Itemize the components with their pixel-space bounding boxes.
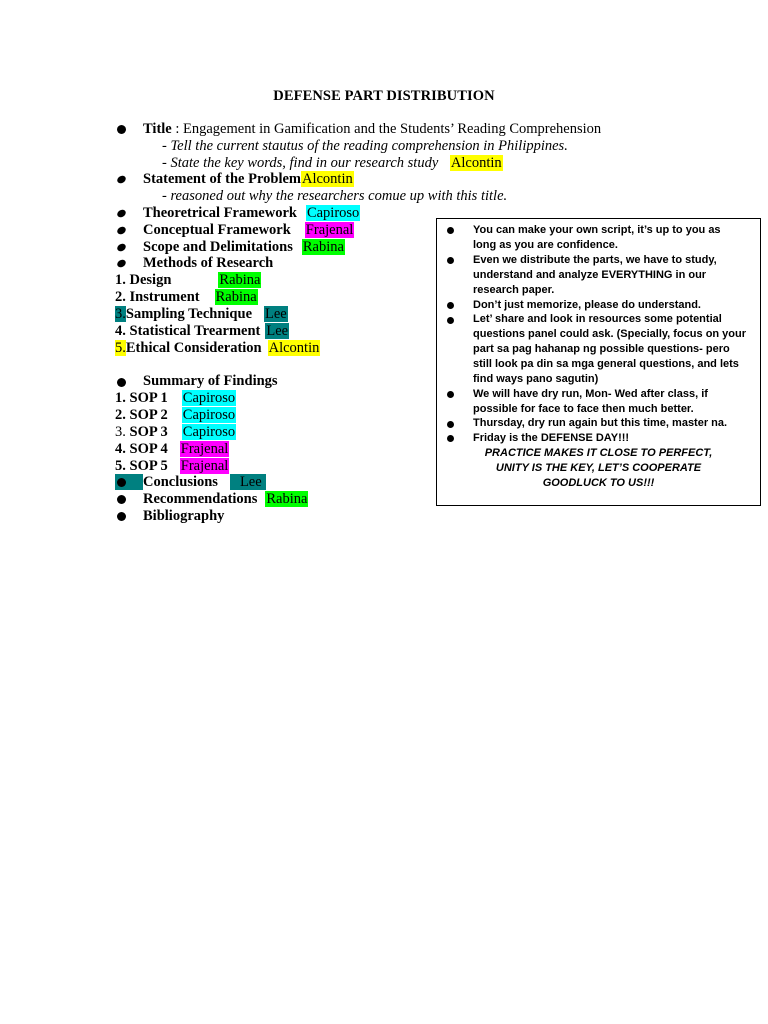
note-item [473, 387, 753, 417]
bullet-icon [447, 435, 454, 442]
concept-item [143, 222, 354, 239]
bullet-icon [447, 227, 454, 234]
note-line: questions panel could ask. (Specially, focus on your [473, 328, 747, 340]
assignee-highlight: Frajenal [180, 458, 229, 474]
note-line: part sa pag hahanap ng possible questions- pero [473, 343, 730, 355]
scope-item [143, 239, 345, 256]
sop-2 [115, 407, 236, 424]
note-line: find ways pano sagutin) [473, 373, 599, 385]
recommendations-item [143, 491, 308, 508]
method-3 [115, 306, 288, 323]
document-title: DEFENSE PART DISTRIBUTION [273, 88, 495, 104]
sop-5 [115, 458, 229, 475]
sop-item [143, 171, 354, 188]
assignee-highlight: Rabina [219, 272, 261, 288]
title-colon: : [171, 121, 184, 137]
bullet-icon [117, 478, 126, 487]
note-line: Even we distribute the parts, we have to study, [473, 254, 717, 266]
closing-line: UNITY IS THE KEY, LET’S COOPERATE [495, 462, 702, 474]
assignee-highlight: Frajenal [180, 441, 229, 457]
assignee-highlight: Lee [265, 306, 287, 322]
title-sub1: - Tell the current stautus of the reading comprehension in Philippines. [162, 138, 568, 154]
method-label: 2. Instrument [115, 289, 200, 305]
bullet-icon [447, 391, 454, 398]
method-label: Ethical Consideration [125, 340, 262, 356]
method-label: 1. Design [115, 272, 172, 288]
title-sub2 [162, 155, 503, 172]
bullet-icon [116, 242, 127, 253]
sop-sub: - reasoned out why the researchers comue up with this title. [162, 188, 508, 204]
sop-number-label: 1. SOP 1 [115, 390, 168, 406]
bullet-icon [447, 257, 454, 264]
method-1 [115, 272, 261, 289]
sop-number-label: SOP 3 [129, 424, 168, 440]
sop-number: 3. [115, 424, 126, 440]
assignee-highlight: Alcontin [268, 340, 320, 356]
title-sub2-text: - State the key words, find in our research study [162, 155, 439, 171]
title-text: Engagement in Gamification and the Students’ Reading Comprehension [183, 121, 602, 137]
bullet-icon [116, 258, 127, 269]
method-number: 5. [115, 340, 126, 356]
assignee-highlight: Capiroso [306, 205, 360, 221]
note-item [473, 298, 753, 313]
theo-item [143, 205, 360, 222]
title-item [143, 121, 601, 138]
concept-label: Conceptual Framework [143, 222, 291, 238]
methods-item [143, 255, 273, 272]
bullet-icon [116, 208, 127, 219]
closing-line: PRACTICE MAKES IT CLOSE TO PERFECT, [484, 447, 713, 459]
sop-number-label: 5. SOP 5 [115, 458, 168, 474]
note-line: research paper. [473, 284, 555, 296]
conclusions-item [143, 474, 266, 491]
title-label: Title [143, 121, 172, 137]
sop-label: Statement of the Problem [143, 171, 301, 187]
bullet-icon [117, 495, 126, 504]
assignee-highlight: Rabina [215, 289, 257, 305]
bullet-icon [116, 225, 127, 236]
note-line: long as you are confidence. [473, 239, 618, 251]
assignee-highlight: Alcontin [302, 171, 353, 187]
sop-number-label: 2. SOP 2 [115, 407, 168, 423]
note-line: possible for face to face then much better. [473, 403, 694, 415]
assignee-highlight: Capiroso [182, 407, 236, 423]
bullet-icon [447, 421, 454, 428]
bullet-icon [117, 125, 126, 134]
note-item [473, 431, 753, 446]
note-item [473, 312, 753, 387]
method-number: 3. [115, 306, 126, 322]
theo-label: Theoretrical Framework [143, 205, 297, 221]
note-line: You can make your own script, it’s up to you as [473, 224, 721, 236]
note-line: Thursday, dry run again but this time, master na. [473, 417, 728, 429]
method-4 [115, 323, 289, 340]
sop-number-label: 4. SOP 4 [115, 441, 168, 457]
note-line: still look pa din sa mga general questions, and lets [473, 358, 739, 370]
note-item [473, 253, 753, 298]
recommendations-label: Recommendations [143, 491, 258, 507]
assignee-highlight: Frajenal [305, 222, 354, 238]
note-item [473, 223, 753, 253]
summary-label: Summary of Findings [143, 373, 278, 389]
assignee-highlight: Alcontin [450, 155, 502, 171]
method-5 [115, 340, 320, 357]
method-2 [115, 289, 258, 306]
assignee-highlight: Rabina [302, 239, 344, 255]
method-label: 4. Statistical Trearment [115, 323, 261, 339]
note-line: Let’ share and look in resources some potential [473, 313, 722, 325]
note-line: Don’t just memorize, please do understand. [473, 299, 701, 311]
scope-label: Scope and Delimitations [143, 239, 293, 255]
assignee-highlight: Lee [230, 474, 266, 490]
bullet-icon [117, 378, 126, 387]
sop-1 [115, 390, 236, 407]
summary-item [143, 373, 278, 390]
assignee-highlight: Capiroso [182, 390, 236, 406]
conclusions-label: Conclusions [143, 474, 218, 490]
bullet-icon [116, 174, 127, 185]
bullet-icon [117, 512, 126, 521]
methods-label: Methods of Research [143, 255, 274, 271]
bibliography-label: Bibliography [143, 508, 225, 524]
sop-3 [115, 424, 236, 441]
assignee-highlight: Capiroso [182, 424, 236, 440]
note-line: We will have dry run, Mon- Wed after class, if [473, 388, 708, 400]
sop-4 [115, 441, 229, 458]
closing-line: GOODLUCK TO US!!! [542, 477, 655, 489]
bullet-icon [447, 302, 454, 309]
assignee-highlight: Lee [266, 323, 289, 339]
reminders-box [436, 218, 761, 506]
bibliography-item [143, 508, 224, 525]
note-item [473, 416, 753, 431]
note-line: understand and analyze EVERYTHING in our [473, 269, 707, 281]
bullet-icon [447, 317, 454, 324]
assignee-highlight: Rabina [266, 491, 308, 507]
note-line: Friday is the DEFENSE DAY!!! [473, 432, 630, 444]
method-label: Sampling Technique [125, 306, 252, 322]
